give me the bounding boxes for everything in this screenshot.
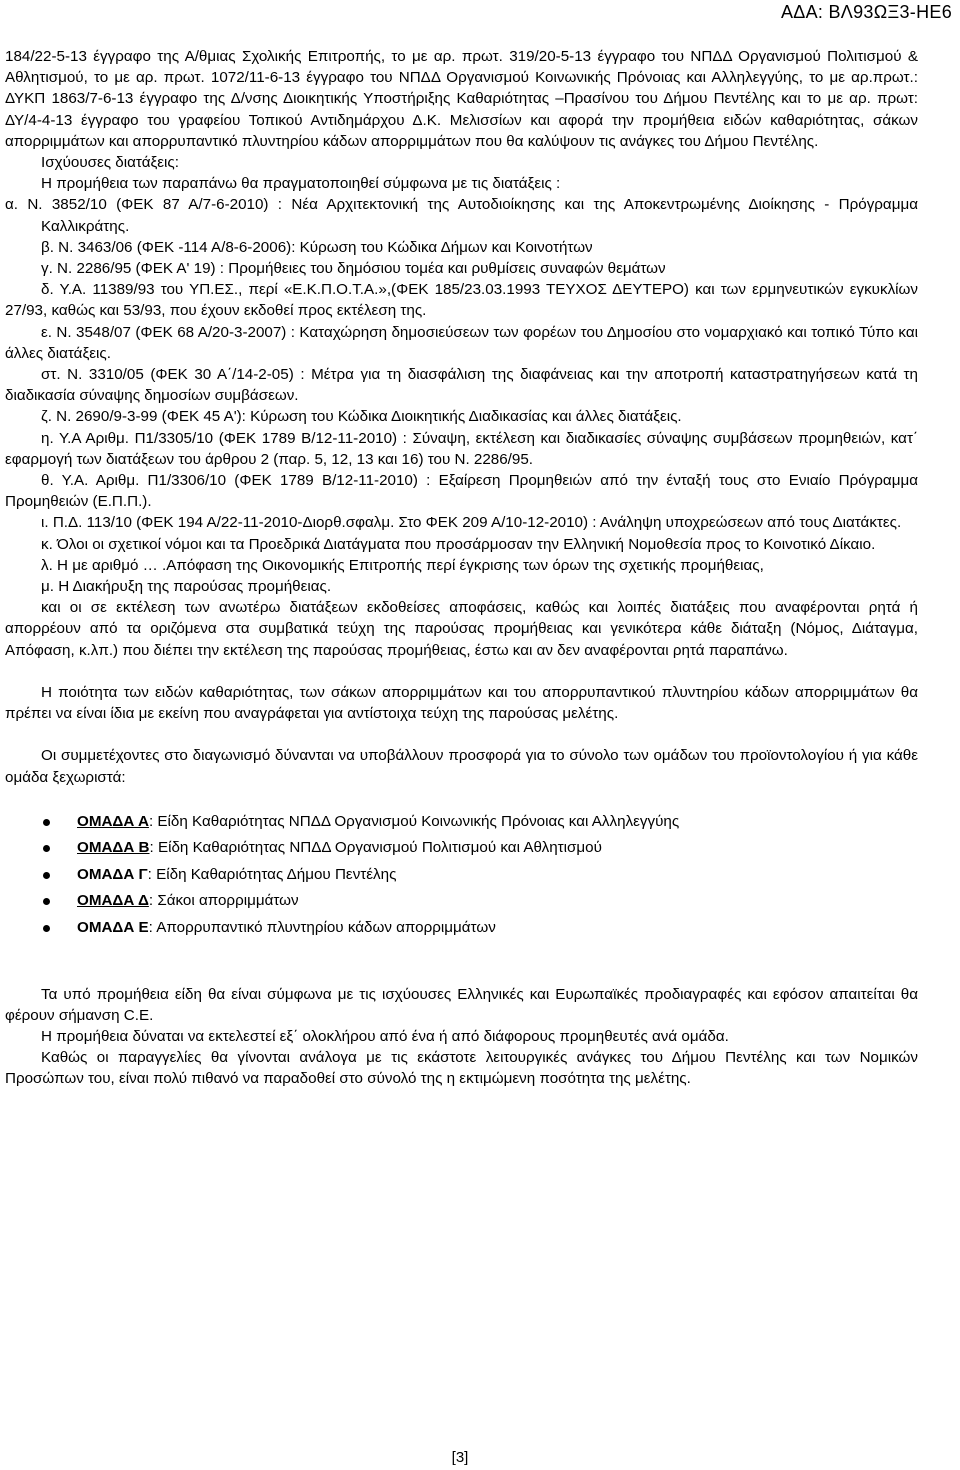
group-text: : Είδη Καθαριότητας Δήμου Πεντέλης — [147, 865, 397, 883]
bullet-icon — [43, 819, 50, 826]
group-label: ΟΜΑΔΑ Α — [77, 812, 149, 830]
group-text: : Είδη Καθαριότητας ΝΠΔΔ Οργανισμού Πολιτισμού και Αθλητισμού — [149, 839, 602, 857]
provision-item: ε. Ν. 3548/07 (ΦΕΚ 68 Α/20-3-2007) : Καταχώρηση δημοσιεύσεων των φορέων του Δημοσίου στο νομαρχιακό και τοπικό Τύπο και άλλες διατάξεις. — [5, 323, 918, 362]
provision-item: κ. Όλοι οι σχετικοί νόμοι και τα Προεδρικά Διατάγματα που προσάρμοσαν την Ελληνική Νομοθεσία προς το Κοινοτικό Δίκαιο. — [41, 535, 876, 553]
document-body — [5, 46, 918, 1090]
bullet-icon — [43, 898, 50, 905]
group-item — [5, 809, 918, 836]
provision-item: ι. Π.Δ. 113/10 (ΦΕΚ 194 Α/22-11-2010-Διορθ.σφαλμ. Στο ΦΕΚ 209 Α/10-12-2010) : Ανάληψη υποχρεώσεων από τους Διατάκτες. — [41, 514, 902, 532]
provision-item: β. Ν. 3463/06 (ΦΕΚ -114 Α/8-6-2006): Κύρωση του Κώδικα Δήμων και Κοινοτήτων — [41, 238, 593, 256]
group-label: ΟΜΑΔΑ Γ — [77, 865, 148, 883]
standards-paragraph: Τα υπό προμήθεια είδη θα είναι σύμφωνα με τις ισχύουσες Ελληνικές και Ευρωπαϊκές προδιαγραφές και εφόσον απαιτείται θα φέρουν σήμανση C.E. — [5, 985, 918, 1024]
bullet-icon — [43, 872, 50, 879]
provision-item: μ. Η Διακήρυξη της παρούσας προμήθειας. — [41, 578, 332, 596]
provisions-closing: και οι σε εκτέλεση των ανωτέρω διατάξεων εκδοθείσες αποφάσεις, καθώς και λοιπές διατάξεις που αναφέρονται ρητά ή απορρέουν από τα οριζόμενα στα συμβατικά τεύχη της παρούσας προμήθειας και γενικότερα κάθε διάταξη (Νόμος, Διάταγμα, Απόφαση, κ.λπ.) που διέπει την εκτέλεση της παρούσας προμήθειας, έστω και αν δεν αναφέρονται ρητά παραπάνω. — [5, 599, 918, 659]
group-label: ΟΜΑΔΑ Β — [77, 839, 150, 857]
provisions-lead: Η προμήθεια των παραπάνω θα πραγματοποιηθεί σύμφωνα με τις διατάξεις : — [41, 175, 561, 193]
ada-identifier: ΑΔΑ: ΒΛ93ΩΞ3-ΗΕ6 — [780, 2, 952, 22]
group-label: ΟΜΑΔΑ Δ — [77, 892, 149, 910]
group-label: ΟΜΑΔΑ Ε — [77, 919, 149, 937]
suppliers-paragraph: Η προμήθεια δύναται να εκτελεστεί εξ΄ ολοκλήρου από ένα ή από διάφορους προμηθευτές ανά ομάδα. — [41, 1028, 729, 1046]
group-item — [5, 915, 918, 942]
group-text: : Είδη Καθαριότητας ΝΠΔΔ Οργανισμού Κοινωνικής Πρόνοιας και Αλληλεγγύης — [148, 812, 680, 830]
provision-item: α. Ν. 3852/10 (ΦΕΚ 87 Α/7-6-2010) : Νέα Αρχιτεκτονική της Αυτοδιοίκησης και της Αποκεντρωμένης Διοίκησης - Πρόγραμμα Καλλικράτης. — [5, 196, 918, 235]
provision-item: στ. Ν. 3310/05 (ΦΕΚ 30 Α΄/14-2-05) : Μέτρα για τη διασφάλιση της διαφάνειας και την αποτροπή καταστρατηγήσεων κατά τη διαδικασία σύναψης δημοσίων συμβάσεων. — [5, 366, 918, 405]
provision-item: γ. Ν. 2286/95 (ΦΕΚ Α' 19) : Προμήθειες του δημόσιου τομέα και ρυθμίσεις συναφών θεμάτων — [41, 260, 666, 278]
orders-paragraph: Καθώς οι παραγγελίες θα γίνονται ανάλογα με τις εκάστοτε λειτουργικές ανάγκες του Δήμου Πεντέλης και των Νομικών Προσώπων του, είναι πολύ πιθανό να παραδοθεί στο σύνολό της η εκτιμώμενη ποσότητα της μελέτης. — [5, 1049, 918, 1088]
group-text: : Απορρυπαντικό πλυντηρίου κάδων απορριμμάτων — [148, 919, 496, 937]
group-item — [5, 888, 918, 915]
group-text: : Σάκοι απορριμμάτων — [148, 892, 299, 910]
provision-item: θ. Υ.Α. Αριθμ. Π1/3306/10 (ΦΕΚ 1789 Β/12-11-2010) : Εξαίρεση Προμηθειών από την ένταξή τους στο Ενιαίο Πρόγραμμα Προμηθειών (Ε.Π.Π.). — [5, 472, 918, 511]
participants-paragraph: Οι συμμετέχοντες στο διαγωνισμό δύνανται να υποβάλλουν προσφορά για το σύνολο των ομάδων του προϊοντολογίου ή για κάθε ομάδα ξεχωριστά: — [5, 747, 918, 786]
bullet-icon — [43, 925, 50, 932]
bullet-icon — [43, 845, 50, 852]
provision-item: ζ. Ν. 2690/9-3-99 (ΦΕΚ 45 Α'): Κύρωση του Κώδικα Διοικητικής Διαδικασίας και άλλες διατάξεις. — [41, 408, 682, 426]
group-item — [5, 835, 918, 862]
group-item — [5, 862, 918, 889]
intro-paragraph: 184/22-5-13 έγγραφο της Α/θμιας Σχολικής Επιτροπής, το με αρ. πρωτ. 319/20-5-13 έγγραφο του ΝΠΔΔ Οργανισμού Πολιτισμού & Αθλητισμού, το με αρ. πρωτ. 1072/11-6-13 έγγραφο του ΝΠΔΔ Οργανισμού Κοινωνικής Πρόνοιας και Αλληλεγγύης, το με αρ.πρωτ.: ΔΥΚΠ 1863/7-6-13 έγγραφο της Δ/νσης Διοικητικής Υποστήριξης Καθαριότητας –Πρασίνου του Δήμου Πεντέλης και το με αρ. πρωτ: ΔΥ/4-4-13 έγγραφο του γραφείου Τοπικού Αντιδημάρχου Δ.Κ. Μελισσίων και αφορά την προμήθεια ειδών καθαριότητας, σάκων απορριμμάτων και απορρυπαντικό πλυντηρίου κάδων απορριμμάτων που θα καλύψουν τις ανάγκες του Δήμου Πεντέλης. — [5, 48, 918, 150]
groups-list — [5, 809, 918, 942]
quality-paragraph: Η ποιότητα των ειδών καθαριότητας, των σάκων απορριμμάτων και του απορρυπαντικού πλυντηρίου κάδων απορριμμάτων θα πρέπει να είναι ίδια με εκείνη που αναγράφεται για αντίστοιχα τεύχη της παρούσας μελέτης. — [5, 683, 918, 723]
provision-item: λ. Η με αριθμό … .Απόφαση της Οικονομικής Επιτροπής περί έγκρισης των όρων της σχετικής προμήθειας, — [41, 556, 764, 574]
page-number: [3] — [451, 1449, 469, 1466]
provision-item: δ. Υ.Α. 11389/93 του ΥΠ.ΕΣ., περί «Ε.Κ.Π.Ο.Τ.Α.»,(ΦΕΚ 185/23.03.1993 ΤΕΥΧΟΣ ΔΕΥΤΕΡΟ) και των ερμηνευτικών εγκυκλίων 27/93, καθώς και 53/93, που έχουν εκδοθεί προς εκτέλεση της. — [5, 281, 918, 320]
provisions-heading: Ισχύουσες διατάξεις: — [41, 154, 179, 172]
provision-item: η. Υ.Α Αριθμ. Π1/3305/10 (ΦΕΚ 1789 Β/12-11-2010) : Σύναψη, εκτέλεση και διαδικασίες σύναψης συμβάσεων προμηθειών, κατ΄ εφαρμογή των διατάξεων του άρθρου 2 (παρ. 5, 12, 13 και 16) του Ν. 2286/95. — [5, 429, 918, 468]
